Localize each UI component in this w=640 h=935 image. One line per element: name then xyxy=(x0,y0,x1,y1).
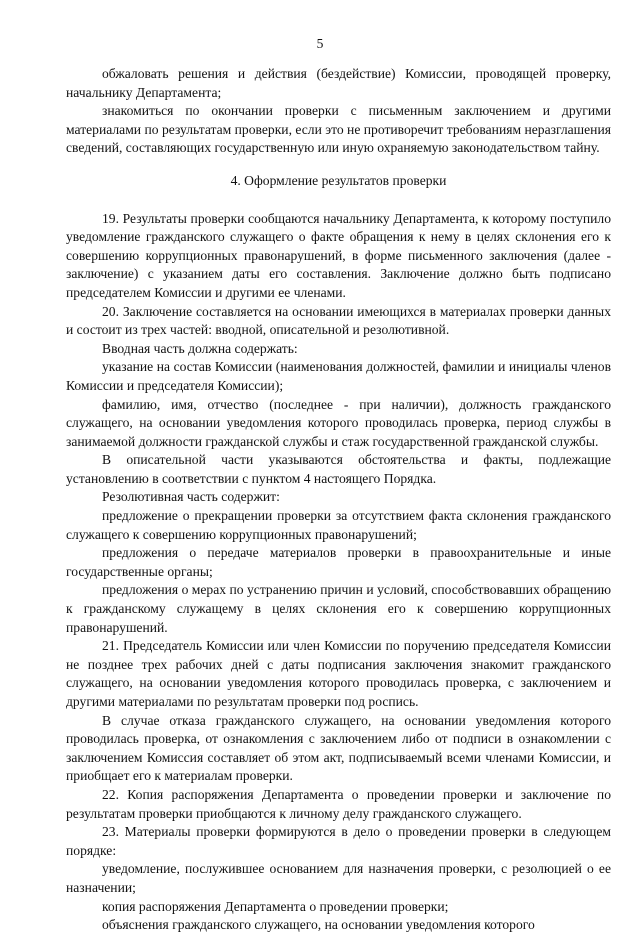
document-body xyxy=(66,65,611,935)
paragraph-item-22: 22. Копия распоряжения Департамента о проведении проверки и заключение по результатам проверки приобщаются к личному делу гражданского служащего. xyxy=(66,786,611,821)
paragraph-resolutive-part: Резолютивная часть содержит: xyxy=(102,489,280,505)
paragraph-refusal-act: В случае отказа гражданского служащего, на основании уведомления которого проводилась проверка, от ознакомления с заключением либо от подписи в ознакомлении с заключением Комиссия составляет об этом акт, подписываемый всеми членами Комиссии, и приобщает его к материалам проверки. xyxy=(66,712,611,784)
section-heading: 4. Оформление результатов проверки xyxy=(230,172,447,188)
page-number: 5 xyxy=(316,36,324,51)
paragraph-notification-doc: уведомление, послужившее основанием для назначения проверки, с резолюцией о ее назначении; xyxy=(66,861,611,895)
paragraph-transfer-proposal: предложения о передаче материалов проверки в правоохранительные и иные государственные органы; xyxy=(66,545,611,579)
paragraph-termination-proposal: предложение о прекращении проверки за отсутствием факта склонения гражданского служащего к совершению коррупционных правонарушений; xyxy=(66,508,611,542)
paragraph-employee-details: фамилию, имя, отчество (последнее - при наличии), должность гражданского служащего, на основании уведомления которого проводилась проверка, период службы в занимаемой должности гражданской службы и стаж государственной гражданской службы. xyxy=(66,396,611,449)
paragraph-commission-composition: указание на состав Комиссии (наименования должностей, фамилии и инициалы членов Комиссии и председателя Комиссии); xyxy=(66,359,611,393)
paragraph-appeal-decisions: обжаловать решения и действия (бездействие) Комиссии, проводящей проверку, начальнику Департамента; xyxy=(66,66,611,100)
paragraph-order-copy: копия распоряжения Департамента о проведении проверки; xyxy=(102,898,449,914)
paragraph-item-20: 20. Заключение составляется на основании имеющихся в материалах проверки данных и состоит из трех частей: вводной, описательной и резолютивной. xyxy=(66,303,611,338)
paragraph-measures-proposal: предложения о мерах по устранению причин и условий, способствовавших обращению к гражданскому служащему в целях склонения его к совершению коррупционных правонарушений. xyxy=(66,582,611,635)
paragraph-item-21: 21. Председатель Комиссии или член Комиссии по поручению председателя Комиссии не позднее трех рабочих дней с даты подписания заключения знакомит гражданского служащего, на основании уведомления которого проводилась проверка, с заключением и другими материалами по результатам проверки под роспись. xyxy=(66,638,611,709)
paragraph-item-19: 19. Результаты проверки сообщаются начальнику Департамента, к которому поступило уведомление гражданского служащего о факте обращения к нему в целях склонения его к совершению коррупционных правонарушений, в форме письменного заключения (далее - заключение) с указанием даты его составления. Заключение должно быть подписано председателем Комиссии и другими ее членами. xyxy=(66,210,611,300)
paragraph-item-23: 23. Материалы проверки формируются в дело о проведении проверки в следующем порядке: xyxy=(66,824,611,858)
paragraph-review-conclusion: знакомиться по окончании проверки с письменным заключением и другими материалами по результатам проверки, если это не противоречит требованиям неразглашения сведений, составляющих государственную или иную охраняемую законодательством тайну. xyxy=(66,103,611,156)
paragraph-descriptive-part: В описательной части указываются обстоятельства и факты, подлежащие установлению в соответствии с пунктом 4 настоящего Порядка. xyxy=(66,452,611,486)
paragraph-intro-part: Вводная часть должна содержать: xyxy=(102,340,298,356)
paragraph-explanations: объяснения гражданского служащего, на основании уведомления которого xyxy=(102,917,535,933)
